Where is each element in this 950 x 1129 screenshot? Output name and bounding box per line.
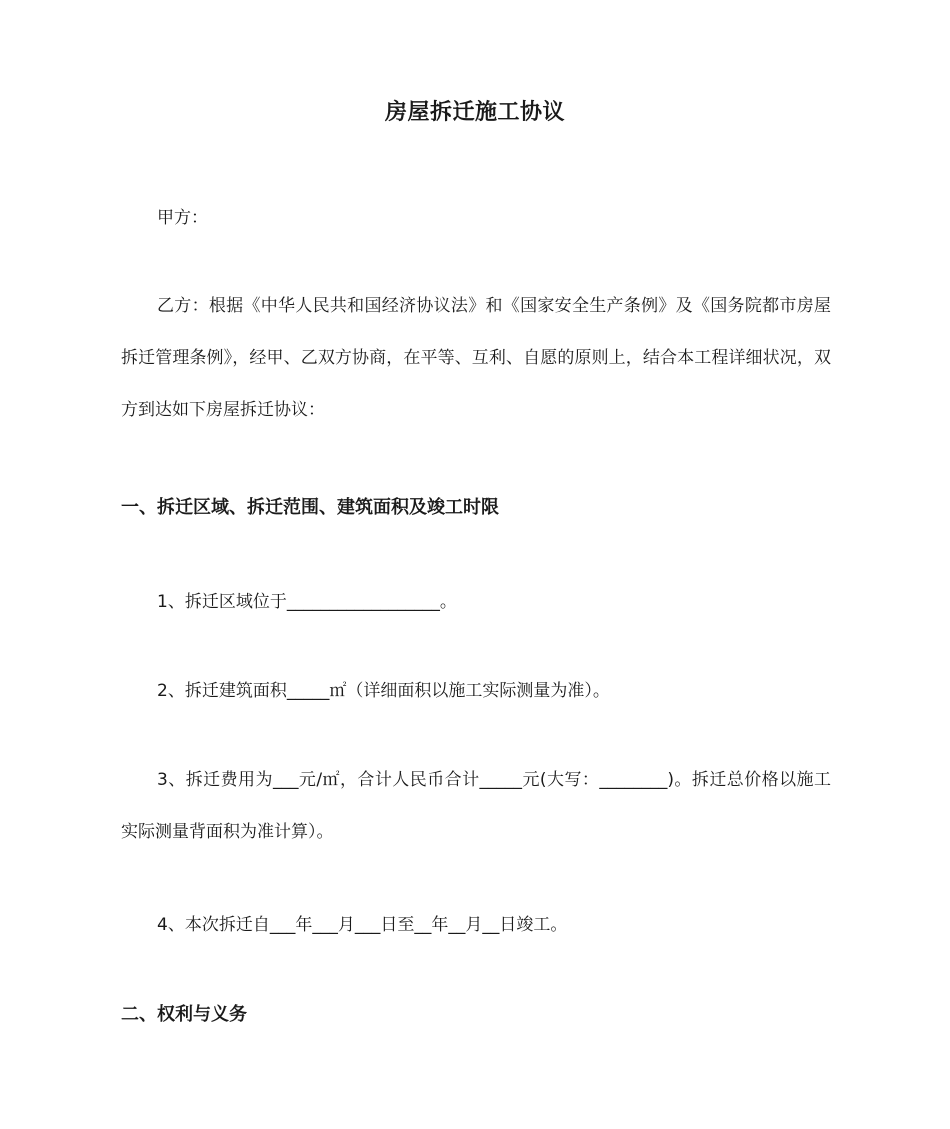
intro-paragraph: 乙方：根据《中华人民共和国经济协议法》和《国家安全生产条例》及《国务院都市房屋拆迁管理条例》，经甲、乙双方协商，在平等、互利、自愿的原则上，结合本工程详细状况，双方到达如下房屋拆迁协议：	[121, 296, 831, 420]
section-1-heading: 一、拆迁区域、拆迁范围、建筑面积及竣工时限	[121, 497, 499, 518]
section-2-heading: 二、权利与义务	[121, 1004, 247, 1025]
section-1-item-3: 3、拆迁费用为___元/㎡，合计人民币合计_____元(大写：________)。拆迁总价格以施工实际测量背面积为准计算）。	[121, 770, 831, 842]
document-title: 房屋拆迁施工协议	[384, 100, 565, 125]
section-1-item-2: 2、拆迁建筑面积_____㎡（详细面积以施工实际测量为准）。	[157, 681, 610, 701]
section-1-item-1: 1、拆迁区域位于__________________。	[157, 592, 457, 612]
section-1-item-4: 4、本次拆迁自___年___月___日至__年__月__日竣工。	[157, 915, 568, 935]
party-a-line: 甲方：	[157, 208, 208, 228]
